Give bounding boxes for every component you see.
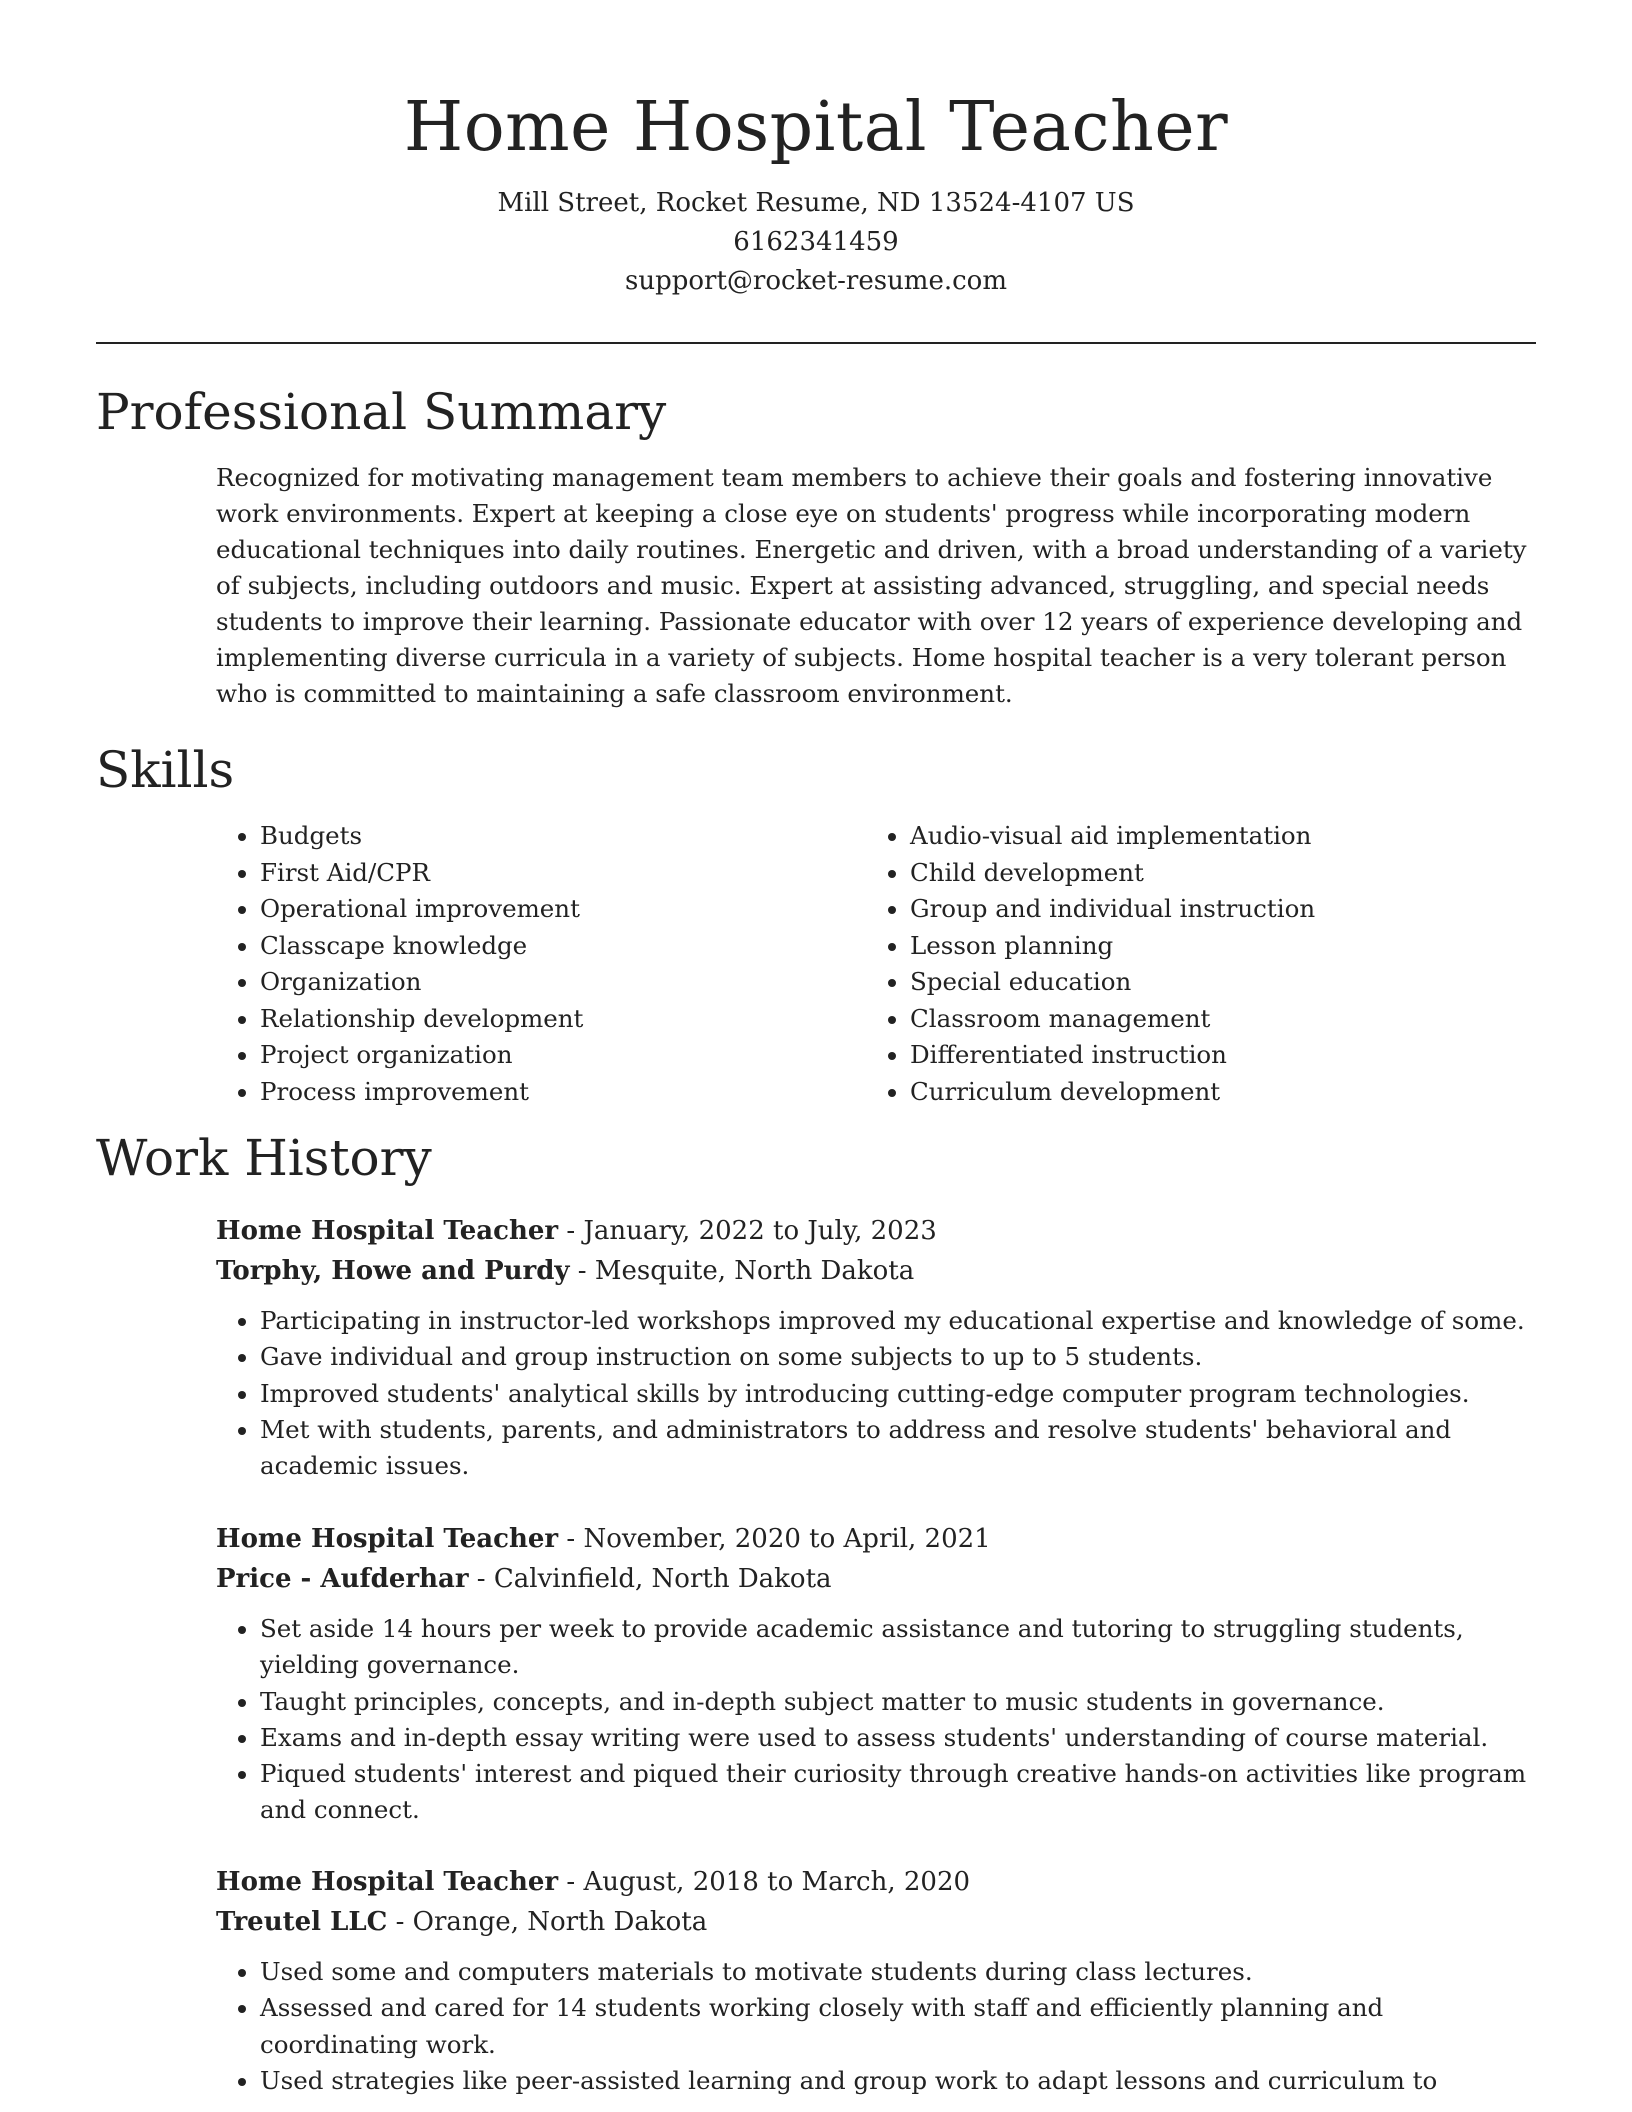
skill-item: • Special education xyxy=(910,964,1516,1001)
job-role: Home Hospital Teacher xyxy=(216,1524,559,1554)
job-bullets xyxy=(216,1954,1536,2099)
job-dates: January, 2022 to July, 2023 xyxy=(583,1216,937,1246)
summary-text: Recognized for motivating management team members to achieve their goals and fostering innovative work environments. Expert at keeping a close eye on students' progress while incorporating modern educational techniques into daily routines. Energetic and driven, with a broad understanding of a variety of subjects, including outdoors and music. Expert at assisting advanced, struggling, and special needs students to improve their learning. Passionate educator with over 12 years of experience developing and implementing diverse curricula in a variety of subjects. Home hospital teacher is a very tolerant person who is committed to maintaining a safe classroom environment. xyxy=(216,463,1527,708)
job-company-line: Price - Aufderhar - Calvinfield, North Dakota xyxy=(216,1564,832,1594)
skill-item: • Curriculum development xyxy=(910,1074,1516,1111)
job-entry xyxy=(216,1211,1536,1484)
job-company-line: Treutel LLC - Orange, North Dakota xyxy=(216,1907,708,1937)
resume-header xyxy=(0,0,1632,301)
phone-number: 6162341459 xyxy=(733,227,899,257)
job-location: Mesquite, North Dakota xyxy=(594,1256,915,1286)
job-title-line: Home Hospital Teacher - August, 2018 to March, 2020 xyxy=(216,1867,971,1897)
skill-item: • Group and individual instruction xyxy=(910,891,1516,928)
skill-item: • Lesson planning xyxy=(910,928,1516,965)
job-bullet: • Assessed and cared for 14 students working closely with staff and efficiently planning and coordinating work. xyxy=(260,1990,1536,2063)
skill-item: • Operational improvement xyxy=(260,891,866,928)
job-bullet: • Set aside 14 hours per week to provide academic assistance and tutoring to struggling students, yielding governance. xyxy=(260,1611,1536,1684)
email-address: support@rocket-resume.com xyxy=(624,266,1007,296)
job-company: Torphy, Howe and Purdy xyxy=(216,1256,570,1286)
job-bullet: • Gave individual and group instruction on some subjects to up to 5 students. xyxy=(260,1339,1536,1375)
skill-item: • Budgets xyxy=(260,818,866,855)
work-history-heading: Work History xyxy=(96,1129,432,1187)
job-bullet: • Participating in instructor-led workshops improved my educational expertise and knowledge of some. xyxy=(260,1303,1536,1339)
skill-item: • Project organization xyxy=(260,1037,866,1074)
skill-item: • Classroom management xyxy=(910,1001,1516,1038)
skill-item: • Audio-visual aid implementation xyxy=(910,818,1516,855)
contact-block xyxy=(0,184,1632,301)
job-bullet: • Piqued students' interest and piqued their curiosity through creative hands-on activities like program and connect. xyxy=(260,1756,1536,1829)
job-bullets xyxy=(216,1611,1536,1829)
job-location: Orange, North Dakota xyxy=(412,1907,708,1937)
candidate-name: Home Hospital Teacher xyxy=(403,88,1229,167)
job-dates: August, 2018 to March, 2020 xyxy=(583,1867,971,1897)
job-title-line: Home Hospital Teacher - January, 2022 to July, 2023 xyxy=(216,1216,937,1246)
skill-item: • Organization xyxy=(260,964,866,1001)
job-entry xyxy=(216,1519,1536,1829)
job-bullet: • Improved students' analytical skills by introducing cutting-edge computer program technologies. xyxy=(260,1376,1536,1412)
skill-item: • Classcape knowledge xyxy=(260,928,866,965)
job-bullet: • Met with students, parents, and administrators to address and resolve students' behavioral and academic issues. xyxy=(260,1412,1536,1485)
skill-item: • First Aid/CPR xyxy=(260,855,866,892)
job-role: Home Hospital Teacher xyxy=(216,1216,559,1246)
job-bullet: • Taught principles, concepts, and in-depth subject matter to music students in governance. xyxy=(260,1684,1536,1720)
header-divider xyxy=(96,342,1536,344)
job-bullet: • Used some and computers materials to motivate students during class lectures. xyxy=(260,1954,1536,1990)
job-company: Price - Aufderhar xyxy=(216,1564,469,1594)
skills-list xyxy=(216,818,1536,1110)
job-bullet: • Used strategies like peer-assisted learning and group work to adapt lessons and curriculum to xyxy=(260,2063,1536,2099)
skill-item: • Relationship development xyxy=(260,1001,866,1038)
job-dates: November, 2020 to April, 2021 xyxy=(583,1524,991,1554)
address: Mill Street, Rocket Resume, ND 13524-4107 US xyxy=(497,188,1135,218)
skills-column-right xyxy=(866,818,1516,1110)
job-title-line: Home Hospital Teacher - November, 2020 to April, 2021 xyxy=(216,1524,991,1554)
job-role: Home Hospital Teacher xyxy=(216,1867,559,1897)
skill-item: • Process improvement xyxy=(260,1074,866,1111)
summary-heading: Professional Summary xyxy=(96,383,667,441)
skill-item: • Differentiated instruction xyxy=(910,1037,1516,1074)
skills-column-left xyxy=(216,818,866,1110)
job-entry xyxy=(216,1862,1536,2099)
skill-item: • Child development xyxy=(910,855,1516,892)
job-location: Calvinfield, North Dakota xyxy=(493,1564,832,1594)
skills-heading: Skills xyxy=(96,741,235,799)
job-bullets xyxy=(216,1303,1536,1484)
job-company: Treutel LLC xyxy=(216,1907,388,1937)
job-bullet: • Exams and in-depth essay writing were used to assess students' understanding of course material. xyxy=(260,1720,1536,1756)
job-company-line: Torphy, Howe and Purdy - Mesquite, North Dakota xyxy=(216,1256,915,1286)
